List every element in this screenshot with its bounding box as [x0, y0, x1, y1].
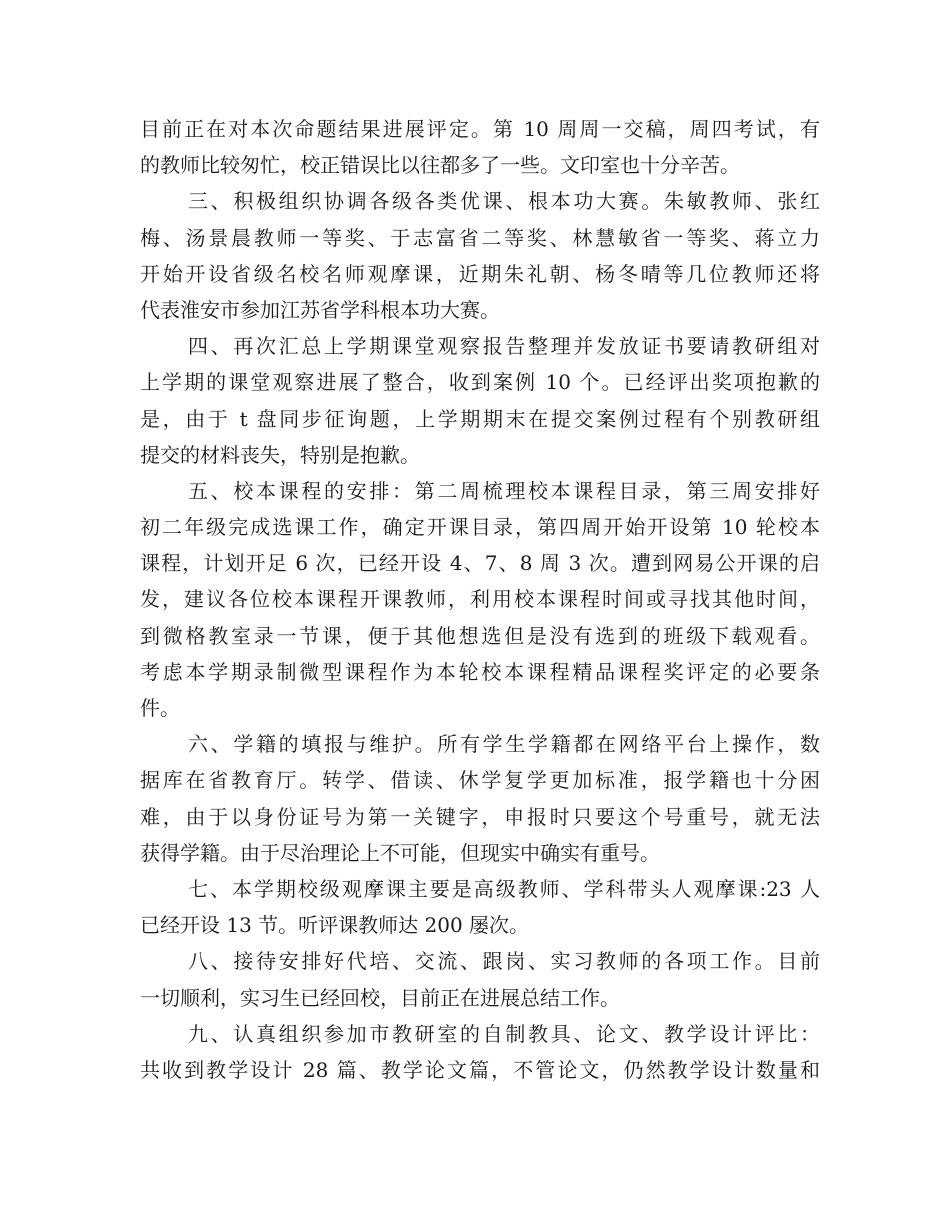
text-line: 件。 [140, 696, 180, 720]
paragraph-4-start: 四、再次汇总上学期课堂观察报告整理并发放证书要请教研组对 [188, 334, 820, 359]
text-line: 目前正在对本次命题结果进展评定。第 10 周周一交稿，周四考试，有 [140, 117, 820, 141]
paragraph-7-start: 七、本学期校级观摩课主要是高级教师、学科带头人观摩课:23 人 [188, 876, 820, 901]
text-line: 的教师比较匆忙，校正错误比以往都多了一些。文印室也十分辛苦。 [140, 153, 740, 178]
text-line: 梅、汤景晨教师一等奖、于志富省二等奖、林慧敏省一等奖、蒋立力 [140, 225, 820, 250]
text-line: 代表淮安市参加江苏省学科根本功大赛。 [140, 297, 500, 322]
text-line: 据库在省教育厅。转学、借读、休学复学更加标准，报学籍也十分困 [140, 768, 820, 793]
paragraph-9-start: 九、认真组织参加市教研室的自制教具、论文、教学设计评比： [188, 1021, 820, 1046]
text-line: 难，由于以身份证号为第一关键字，申报时只要这个号重号，就无法 [140, 804, 820, 829]
paragraph-5-start: 五、校本课程的安排：第二周梳理校本课程目录，第三周安排好 [188, 478, 820, 503]
text-line: 共收到教学设计 28 篇、教学论文篇，不管论文，仍然教学设计数量和 [140, 1057, 820, 1082]
text-line: 获得学籍。由于尽治理论上不可能，但现实中确实有重号。 [140, 840, 660, 865]
text-line: 初二年级完成选课工作，确定开课目录，第四周开始开设第 10 轮校本 [140, 515, 820, 540]
text-line: 开始开设省级名校名师观摩课，近期朱礼朝、杨冬晴等几位教师还将 [140, 261, 820, 286]
text-line: 发，建议各位校本课程开课教师，利用校本课程时间或寻找其他时间， [140, 587, 820, 612]
text-line: 上学期的课堂观察进展了整合，收到案例 10 个。已经评出奖项抱歉的 [140, 370, 820, 395]
paragraph-3-start: 三、积极组织协调各级各类优课、根本功大赛。朱敏教师、张红 [188, 189, 820, 214]
paragraph-6-start: 六、学籍的填报与维护。所有学生学籍都在网络平台上操作，数 [188, 732, 820, 757]
text-line: 考虑本学期录制微型课程作为本轮校本课程精品课程奖评定的必要条 [140, 659, 820, 684]
paragraph-8-start: 八、接待安排好代培、交流、跟岗、实习教师的各项工作。目前 [188, 949, 820, 974]
document-body [140, 111, 820, 1088]
text-line: 是，由于 t 盘同步征询题，上学期期末在提交案例过程有个别教研组 [140, 406, 820, 431]
text-line: 已经开设 13 节。听评课教师达 200 屡次。 [140, 913, 530, 938]
text-line: 到微格教室录一节课，便于其他想选但是没有选到的班级下载观看。 [140, 623, 820, 648]
text-line: 一切顺利，实习生已经回校，目前正在进展总结工作。 [140, 985, 620, 1010]
text-line: 提交的材料丧失，特别是抱歉。 [140, 442, 420, 467]
text-line: 课程，计划开足 6 次，已经开设 4、7、8 周 3 次。遭到网易公开课的启 [140, 551, 820, 576]
